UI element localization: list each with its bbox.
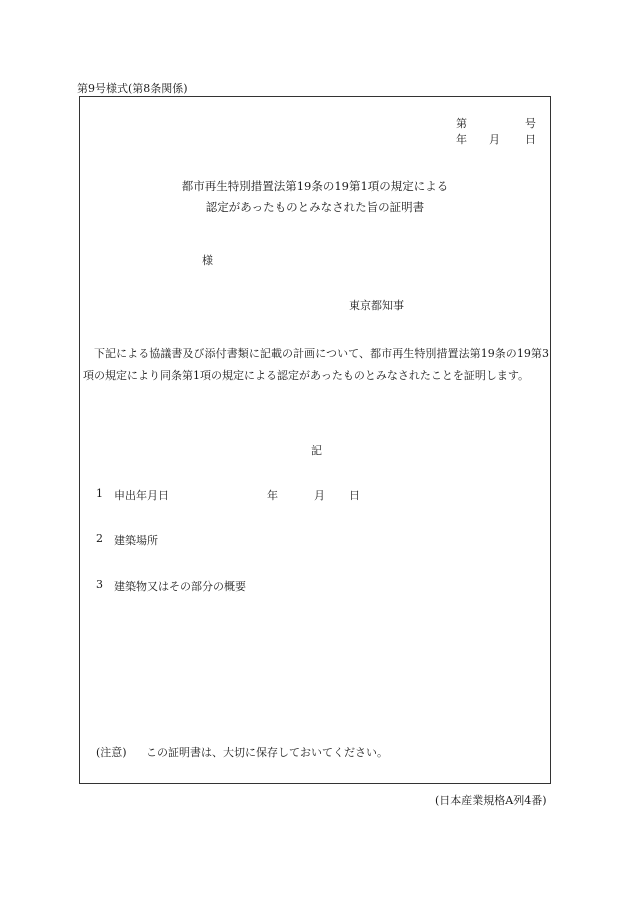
form-number-label: 第9号様式(第8条関係) xyxy=(77,82,188,95)
item1-year-label: 年 xyxy=(267,489,278,502)
certification-body xyxy=(83,343,549,387)
note-label: (注意) xyxy=(96,746,127,759)
date-day-label: 日 xyxy=(525,133,536,146)
issuer-name: 東京都知事 xyxy=(349,299,404,312)
document-title-line1: 都市再生特別措置法第19条の19第1項の規定による xyxy=(181,179,449,193)
paper-size-label: (日本産業規格A列4番) xyxy=(435,794,547,807)
document-title-line2: 認定があったものとみなされた旨の証明書 xyxy=(205,200,425,214)
date-year-label: 年 xyxy=(456,133,467,146)
item-number-2: 2 xyxy=(96,532,103,545)
number-suffix: 号 xyxy=(525,117,536,130)
item-label-building-location: 建築場所 xyxy=(114,534,158,547)
date-month-label: 月 xyxy=(489,133,500,146)
ki-heading: 記 xyxy=(311,444,322,457)
item-label-application-date: 申出年月日 xyxy=(114,489,169,502)
item-number-1: 1 xyxy=(96,487,103,500)
number-prefix: 第 xyxy=(456,117,467,130)
addressee-honorific: 様 xyxy=(202,254,213,267)
item1-day-label: 日 xyxy=(349,489,360,502)
note-text: この証明書は、大切に保存しておいてください。 xyxy=(146,746,388,759)
certification-paragraph: 下記による協議書及び添付書類に記載の計画について、都市再生特別措置法第19条の19第3項の規定により同条第1項の規定による認定があったものとみなされたことを証明します。 xyxy=(83,347,549,382)
item-label-building-overview: 建築物又はその部分の概要 xyxy=(114,580,246,593)
item1-month-label: 月 xyxy=(314,489,325,502)
item-number-3: 3 xyxy=(96,578,103,591)
